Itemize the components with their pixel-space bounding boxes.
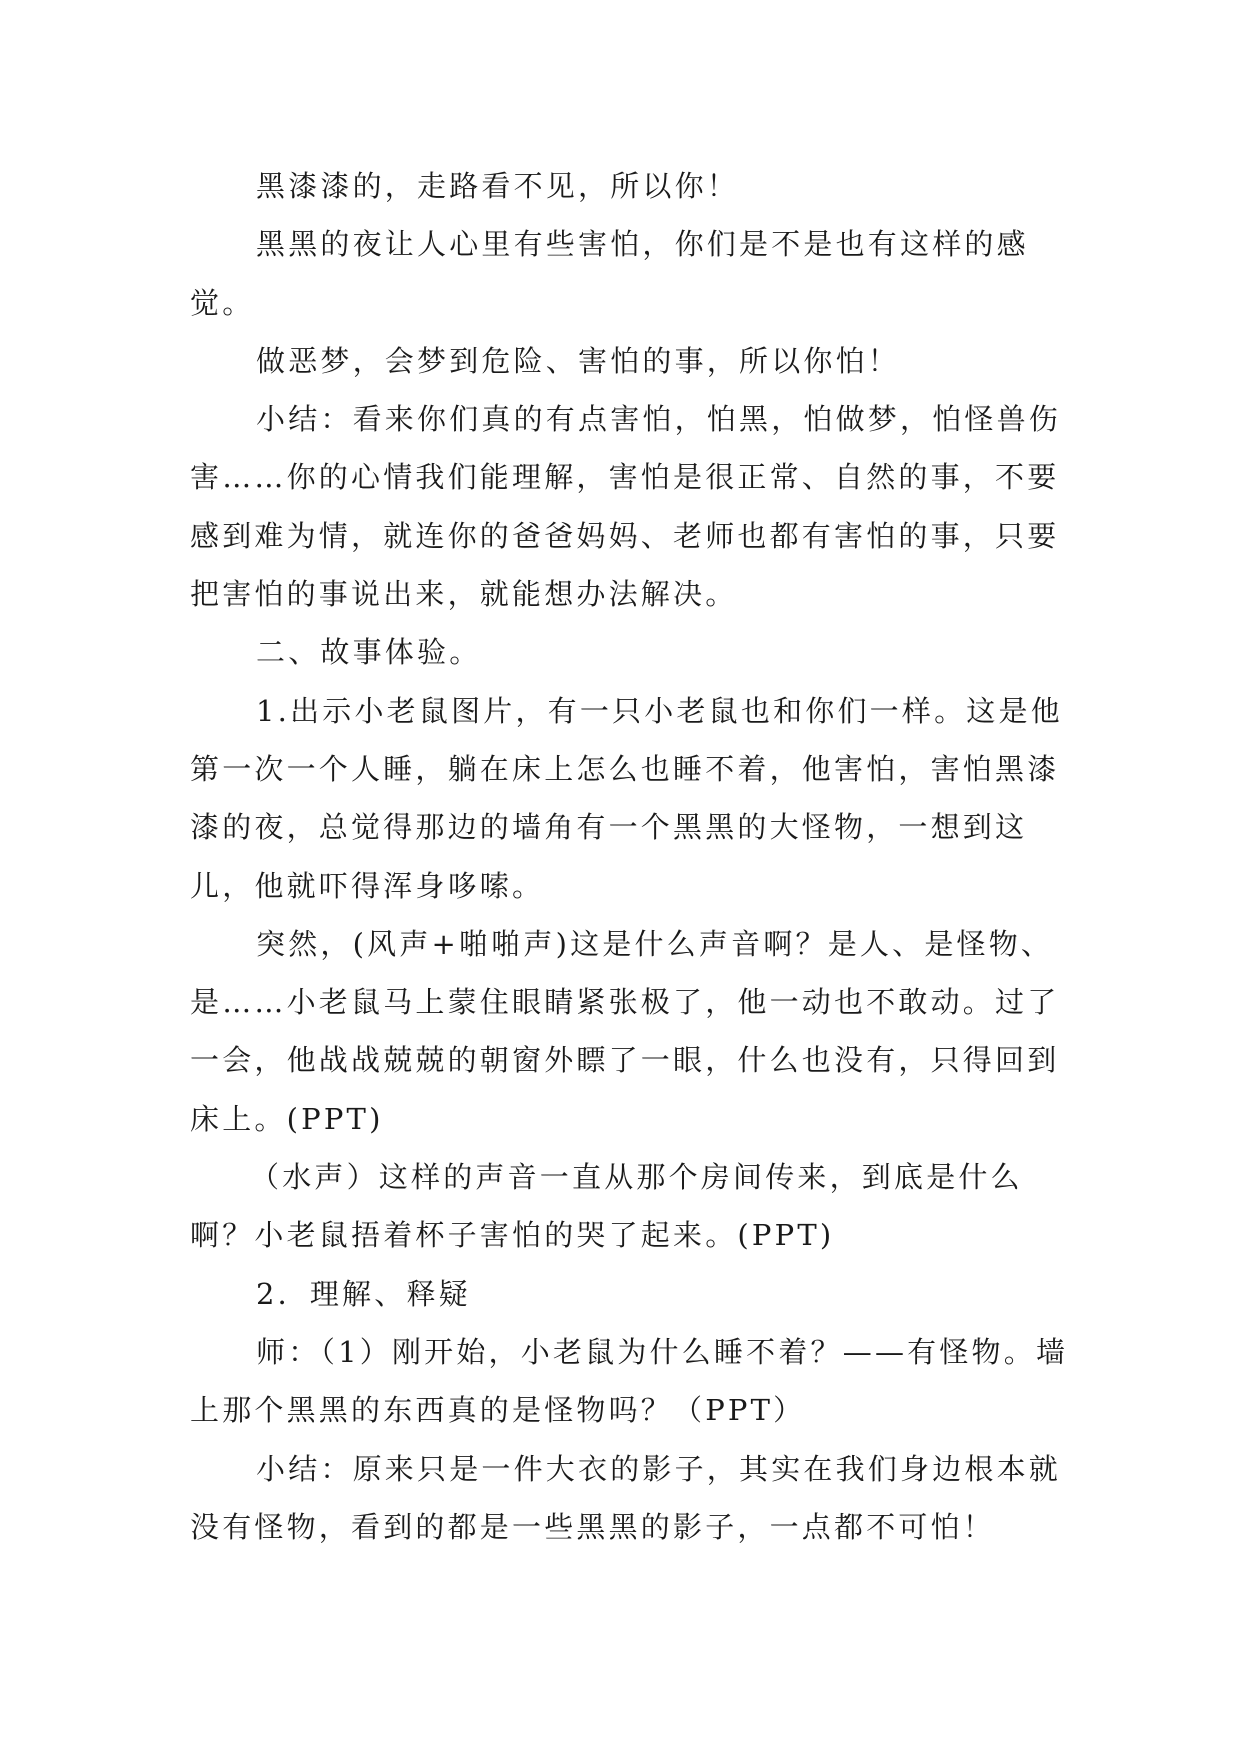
paragraph: （水声）这样的声音一直从那个房间传来，到底是什么啊？小老鼠捂着杯子害怕的哭了起来。(PPT) [190, 1160, 1023, 1253]
paragraph: 1.出示小老鼠图片，有一只小老鼠也和你们一样。这是他第一次一个人睡，躺在床上怎么也睡不着，他害怕，害怕黑漆漆的夜，总觉得那边的墙角有一个黑黑的大怪物，一想到这儿，他就吓得浑身哆嗦。 [190, 693, 1063, 903]
document-body [190, 157, 1070, 1556]
paragraph: 做恶梦，会梦到危险、害怕的事，所以你怕！ [256, 343, 901, 378]
paragraph: 小结：原来只是一件大衣的影子，其实在我们身边根本就没有怪物，看到的都是一些黑黑的影子，一点都不可怕！ [190, 1451, 1062, 1544]
section-heading: 二、故事体验。 [256, 635, 482, 670]
paragraph: 师：（1）刚开始，小老鼠为什么睡不着？——有怪物。墙上那个黑黑的东西真的是怪物吗？（PPT） [190, 1334, 1069, 1428]
paragraph: 小结：看来你们真的有点害怕，怕黑，怕做梦，怕怪兽伤害……你的心情我们能理解，害怕是很正常、自然的事，不要感到难为情，就连你的爸爸妈妈、老师也都有害怕的事，只要把害怕的事说出来，就能想办法解决。 [190, 402, 1062, 612]
paragraph: 突然，(风声+啪啪声)这是什么声音啊？是人、是怪物、是……小老鼠马上蒙住眼睛紧张极了，他一动也不敢动。过了一会，他战战兢兢的朝窗外瞟了一眼，什么也没有，只得回到床上。(PPT) [190, 926, 1060, 1136]
paragraph: 黑黑的夜让人心里有些害怕，你们是不是也有这样的感觉。 [190, 227, 1029, 320]
subsection-heading: 2．理解、释疑 [256, 1276, 471, 1311]
paragraph: 黑漆漆的，走路看不见，所以你！ [256, 169, 740, 203]
